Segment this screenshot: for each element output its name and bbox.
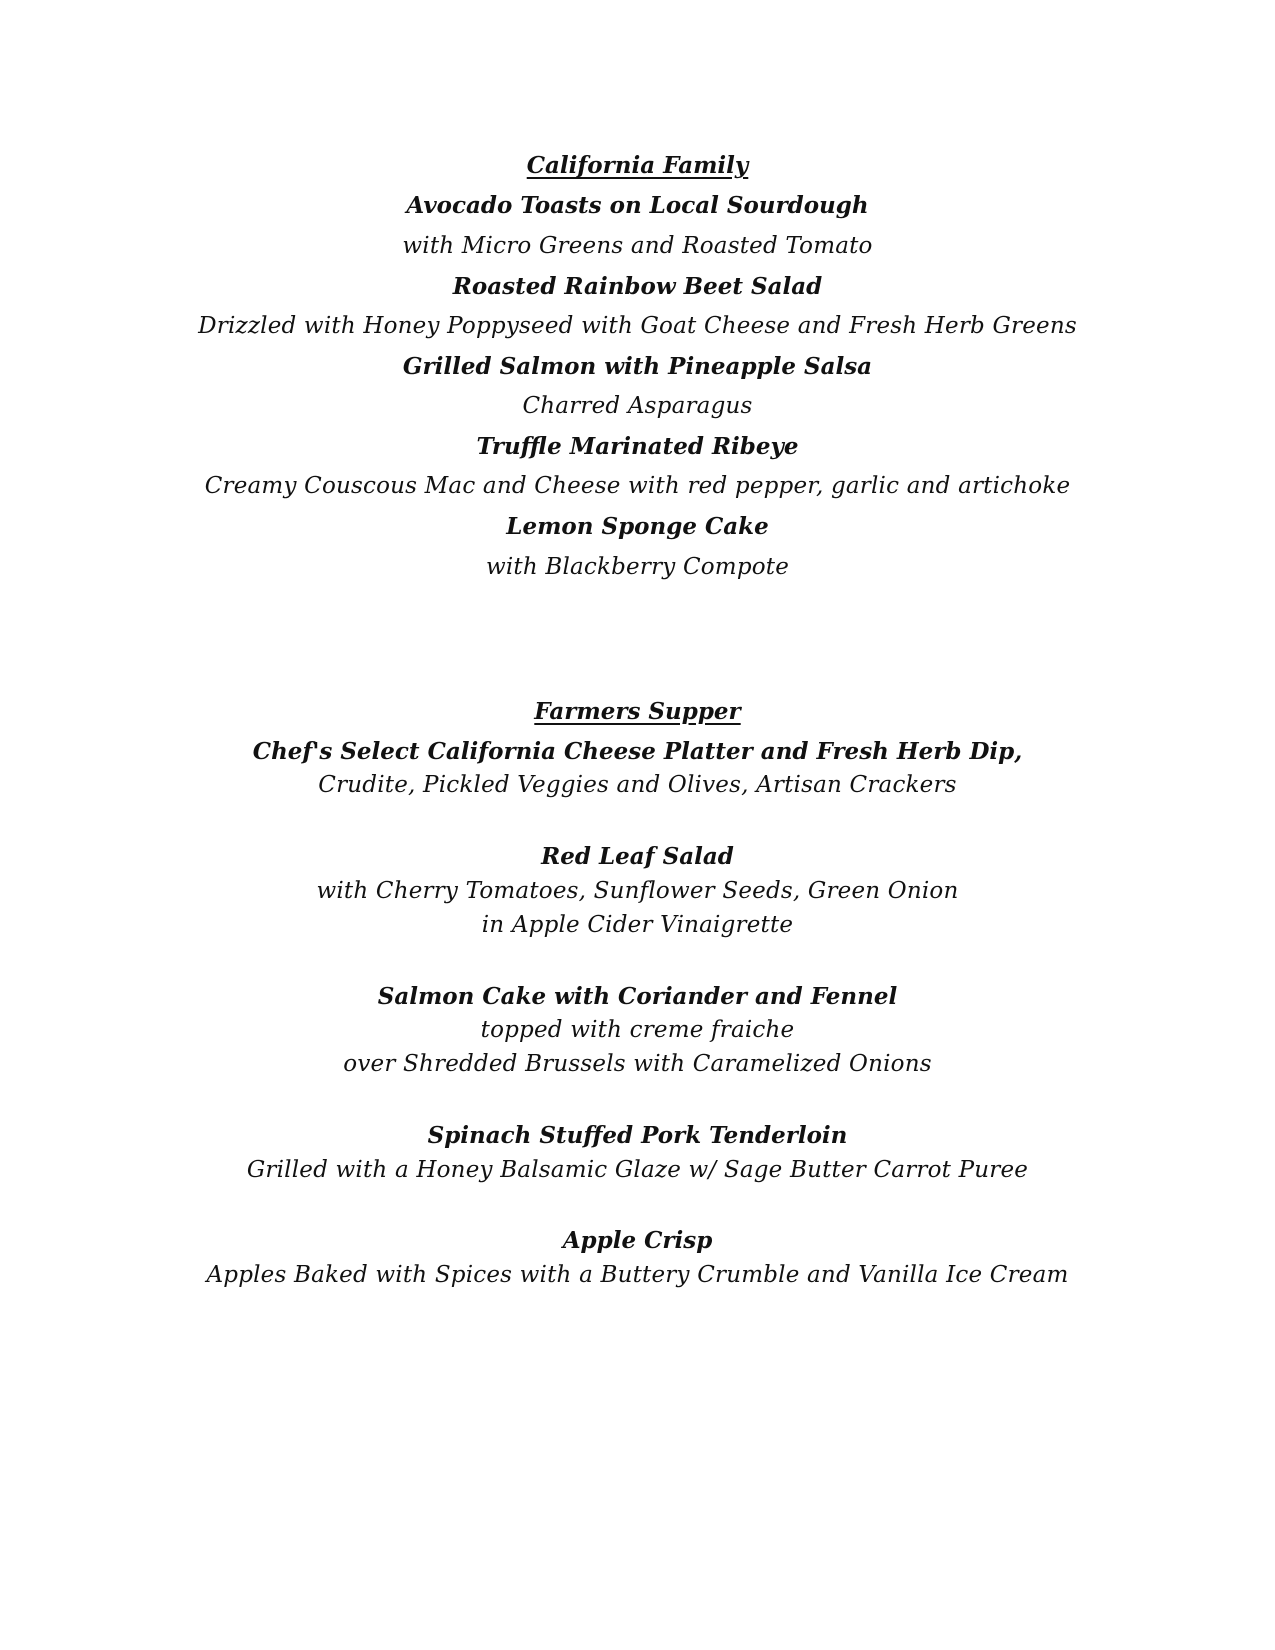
dish-description: over Shredded Brussels with Caramelized Onions bbox=[343, 1051, 932, 1077]
dish-name: Truffle Marinated Ribeye bbox=[476, 433, 799, 460]
dish-description: Creamy Couscous Mac and Cheese with red pepper, garlic and artichoke bbox=[204, 473, 1071, 499]
dish-description: topped with creme fraiche bbox=[480, 1017, 795, 1043]
dish-name: Avocado Toasts on Local Sourdough bbox=[406, 192, 869, 219]
dish-description: Drizzled with Honey Poppyseed with Goat Cheese and Fresh Herb Greens bbox=[198, 313, 1077, 339]
dish-name: Grilled Salmon with Pineapple Salsa bbox=[402, 353, 873, 380]
dish-description: Apples Baked with Spices with a Buttery Crumble and Vanilla Ice Cream bbox=[206, 1262, 1069, 1288]
dish-name: Chef's Select California Cheese Platter and Fresh Herb Dip, bbox=[252, 738, 1023, 765]
dish-name: Roasted Rainbow Beet Salad bbox=[452, 273, 823, 300]
dish-description: with Micro Greens and Roasted Tomato bbox=[402, 233, 873, 259]
dish-name: Spinach Stuffed Pork Tenderloin bbox=[427, 1122, 848, 1149]
dish-description: in Apple Cider Vinaigrette bbox=[481, 912, 794, 938]
menu-title: Farmers Supper bbox=[534, 698, 741, 725]
menu-title: California Family bbox=[526, 152, 749, 179]
dish-name: Apple Crisp bbox=[562, 1227, 713, 1254]
dish-name: Red Leaf Salad bbox=[541, 843, 734, 870]
dish-description: Crudite, Pickled Veggies and Olives, Artisan Crackers bbox=[318, 772, 957, 798]
dish-name: Lemon Sponge Cake bbox=[506, 513, 769, 540]
dish-name: Salmon Cake with Coriander and Fennel bbox=[377, 983, 898, 1010]
dish-description: Charred Asparagus bbox=[522, 393, 753, 419]
dish-description: with Cherry Tomatoes, Sunflower Seeds, Green Onion bbox=[316, 878, 959, 904]
dish-description: with Blackberry Compote bbox=[485, 554, 790, 580]
dish-description: Grilled with a Honey Balsamic Glaze w/ Sage Butter Carrot Puree bbox=[246, 1157, 1029, 1183]
